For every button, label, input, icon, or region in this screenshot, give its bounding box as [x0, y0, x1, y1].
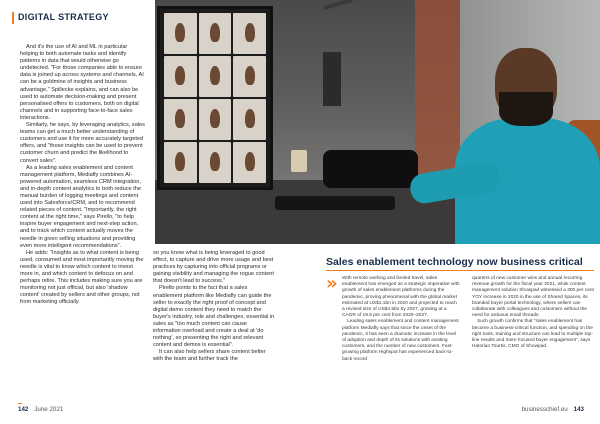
- video-tile: [164, 56, 197, 97]
- paragraph: Such growth confirms that "sales enablement has become a business-critical function, and spending on the right tools, training and structure can lead to multiple top-line results and more focused buyer engagement", says Hatorian Tourtis, CMO of Showpad.: [472, 319, 593, 350]
- person-beard: [499, 92, 553, 126]
- sidebar-column-2: [472, 276, 594, 350]
- page-number: 143: [573, 406, 584, 413]
- issue-date: June 2021: [34, 406, 64, 413]
- paragraph: Pirello points to the fact that a sales enablement platform like Mediafly can guide the seller to exactly the right proof of concept and digital demo content they need to match the buyer's industry, role and challenges, essential in sales as "too much content can cause information overload and create a deal at 'do nothing', so presenting the right and relevant content and demos is essential".: [153, 285, 275, 349]
- video-grid: [164, 13, 266, 183]
- keyboard: [275, 196, 395, 210]
- video-tile: [199, 99, 232, 140]
- video-tile: [199, 142, 232, 183]
- lamp-arm: [323, 0, 353, 10]
- video-tile: [233, 142, 266, 183]
- paragraph: And it's the use of AI and ML in particular helping to both automate tasks and identify patterns in data that would otherwise go undetected. "For those companies able to ensure data is joined up across systems and channels, AI can be a goldmine of insights and business advantage," Spillecke explains, and can also be used to automate decision-making and present personalised offers to customers, both on digital channels and in supporting face-to-face sales interactions.: [20, 44, 144, 121]
- video-tile: [164, 142, 197, 183]
- paragraph: With remote working and limited travel, sales enablement has emerged as a strategic imperative with growth of sales enablement platforms during the pandemic, proving phenomenal with the global market estimated at US$1.1bn in 2020 and projected to reach a revised size of US$4.5bn by 2027, growing at a CAGR of 19.5 per cent from 2020–2027.: [342, 276, 460, 319]
- paragraph: As a leading sales enablement and content management platform, Mediafly combines AI-powered automation, seamless CRM integration, and in-depth content analytics to both reduce the manual burden of logging meetings and content used into Salesforce/CRM, and to recommend related pieces of content. "Importantly, the right content at the right time," says Pirello, "to help inspire buyer engagement and next-step action, and to track which content actually moves the needle in given selling situations and providing even more intelligent recommendations".: [20, 164, 141, 249]
- headphones: [323, 150, 418, 188]
- video-tile: [164, 13, 197, 54]
- video-tile: [233, 99, 266, 140]
- divider: [326, 270, 594, 271]
- footer-right: [522, 406, 584, 413]
- sidebar-box: [320, 252, 600, 400]
- paragraph: It can also help sellers share content better with the team and further track the: [153, 349, 266, 363]
- video-tile: [233, 56, 266, 97]
- paragraph: quarters of new customer wins and annual recurring revenue growth for the fiscal year 2021, while content management solution Showpad witnessed a 300 per cent YOY increase in 2020 in the use of Shared Spaces, its branded buyer portal technology, where sellers can collaborate with colleagues and customers without the need for arduous email threads.: [472, 276, 594, 319]
- section-tag: DIGITAL STRATEGY: [18, 12, 109, 22]
- video-tile: [199, 56, 232, 97]
- paragraph: so you know what is being leveraged to good effect, to capture and drive more usage and best practices by capturing into official programs or gaining visibility and managing the rogue content that doesn't lead to success.": [153, 250, 274, 285]
- video-tile: [199, 13, 232, 54]
- site-name: businesschief.eu: [521, 406, 568, 413]
- paragraph: Leading sales enablement and content management platform Mediafly says that since the onset of the pandemic, it has seen a dramatic increase in the level of adoption and depth of its solutions with existing customers, and the number of new customers. Fast-growing platform Highspot has experienced back-to-back record: [342, 319, 459, 362]
- video-tile: [233, 13, 266, 54]
- speaker: [323, 52, 341, 106]
- paragraph: He adds: "Insights as to what content is being used, consumed and most importantly moving the needle is vital to know which content to invest more in, and which content to defocus on and perhaps retire. This includes making sure you are monitoring not just official, but also 'shadow content' created by sellers and other groups, not from marketing officially.: [20, 249, 144, 306]
- video-call-photo: [155, 0, 600, 244]
- footer-left: [18, 406, 63, 413]
- monitor: [157, 6, 273, 190]
- article-column-1: [20, 44, 146, 306]
- article-column-2: [153, 250, 275, 364]
- paragraph: Similarly, he says, by leveraging analytics, sales teams can get a much better understanding of customers and use it for more accurately targeted offers, and "those insights can be used to prevent customer churn and predict the likelihood to convert sales".: [20, 122, 145, 164]
- divider: [18, 403, 22, 404]
- sidebar-column-1: [342, 276, 460, 363]
- cup: [291, 150, 307, 172]
- sidebar-title: Sales enablement technology now business critical: [326, 256, 583, 268]
- page-number: 142: [18, 406, 29, 413]
- quote-mark-icon: »: [326, 273, 338, 294]
- video-tile: [164, 99, 197, 140]
